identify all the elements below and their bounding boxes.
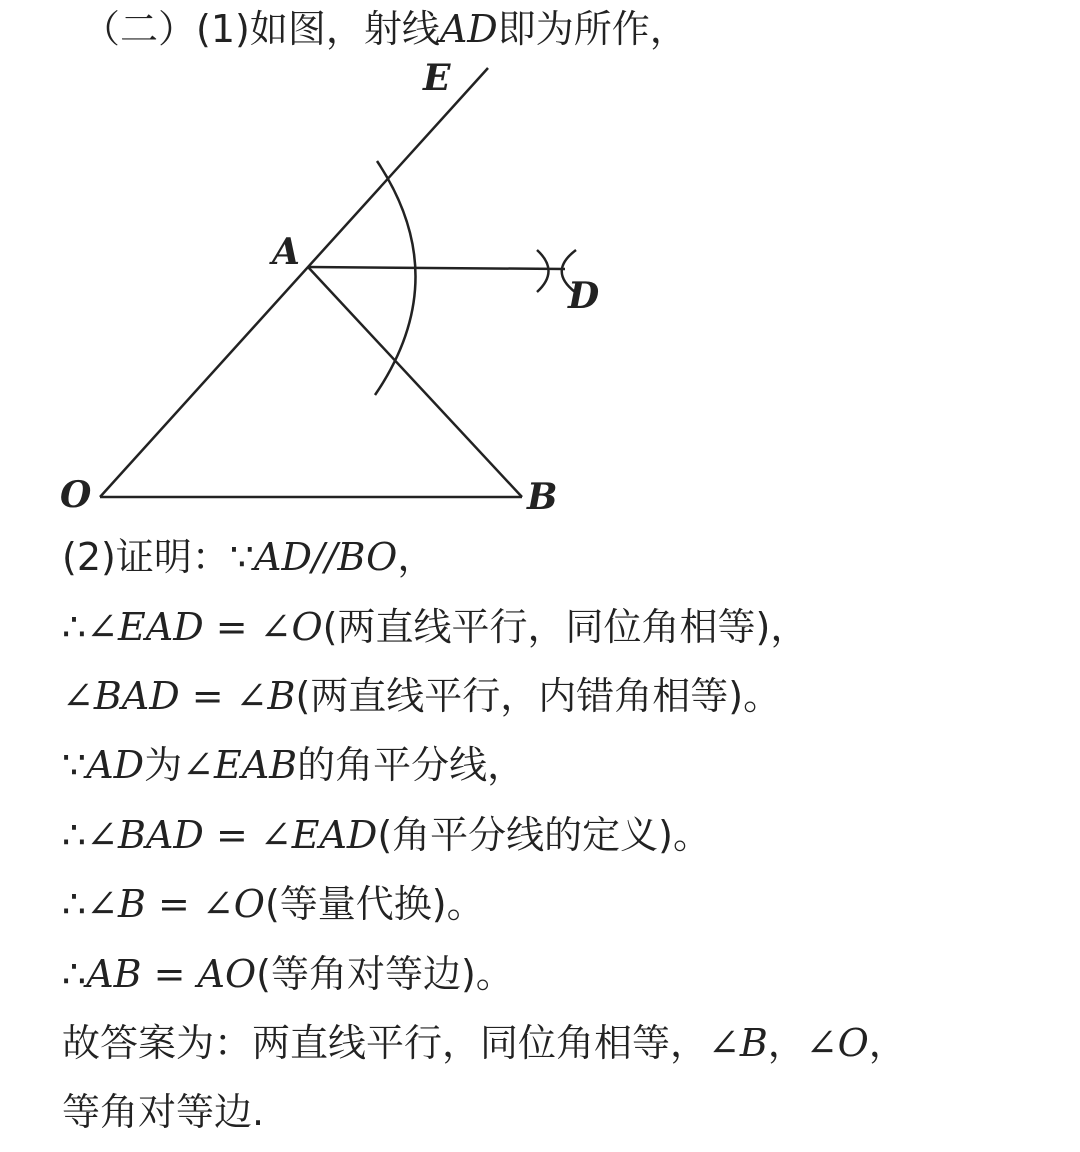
segment-ab	[308, 267, 522, 497]
construction-arc	[375, 161, 416, 395]
point-label-a: A	[272, 231, 300, 273]
proof-tail: (角平分线的定义)。	[377, 813, 712, 857]
proof-line	[62, 672, 781, 720]
proof-text: ∴	[62, 605, 87, 649]
proof-tail: ，	[397, 535, 436, 579]
point-label-b: B	[527, 476, 558, 518]
proof-line	[62, 811, 711, 859]
header-suffix: 即为所作，	[497, 7, 688, 51]
answer-angle-o: ∠O	[805, 1021, 869, 1065]
proof-line	[62, 741, 525, 789]
answer-final: 等角对等边.	[62, 1090, 265, 1134]
point-label-d: D	[568, 275, 600, 317]
proof-text: ∴	[62, 952, 87, 996]
header-prefix: （二）(1)如图，射线	[82, 7, 440, 51]
proof-text: (2)证明：∵	[62, 535, 255, 579]
answer-suffix: ，	[868, 1021, 907, 1065]
proof-line	[62, 603, 808, 651]
proof-math: AD	[86, 743, 145, 787]
proof-text: ∴	[62, 882, 87, 926]
answer-line	[62, 1088, 264, 1136]
geometry-figure	[0, 0, 1080, 530]
proof-math: AD//BO	[254, 535, 398, 579]
ray-name: AD	[439, 7, 498, 51]
proof-text: ∵	[62, 743, 87, 787]
proof-math: ∠BAD = ∠EAD	[86, 813, 378, 857]
proof-math: ∠EAD = ∠O	[86, 605, 323, 649]
proof-line	[62, 880, 485, 928]
proof-tail: 为	[144, 743, 183, 787]
proof-math: AB = AO	[86, 952, 257, 996]
proof-tail: (等量代换)。	[264, 882, 485, 926]
intersection-arc-one	[537, 250, 549, 292]
proof-line	[62, 533, 435, 581]
proof-tail: (两直线平行，内错角相等)。	[295, 674, 782, 718]
answer-line	[62, 1019, 907, 1067]
proof-tail: (等角对等边)。	[256, 952, 514, 996]
answer-prefix: 故答案为：两直线平行，同位角相等，	[62, 1021, 709, 1065]
proof-math: ∠B = ∠O	[86, 882, 265, 926]
proof-tail: (两直线平行，同位角相等)，	[322, 605, 809, 649]
proof-text: ∴	[62, 813, 87, 857]
point-label-o: O	[60, 474, 92, 516]
proof-math: ∠BAD = ∠B	[62, 674, 296, 718]
ray-oe	[100, 68, 488, 497]
answer-angle-b: ∠B	[708, 1021, 768, 1065]
proof-tail-second: 的角平分线，	[297, 743, 526, 787]
proof-line	[62, 950, 514, 998]
proof-math-angle: ∠EAB	[182, 743, 298, 787]
answer-separator: ，	[767, 1021, 806, 1065]
ray-ad	[308, 267, 565, 269]
point-label-e: E	[423, 57, 451, 99]
